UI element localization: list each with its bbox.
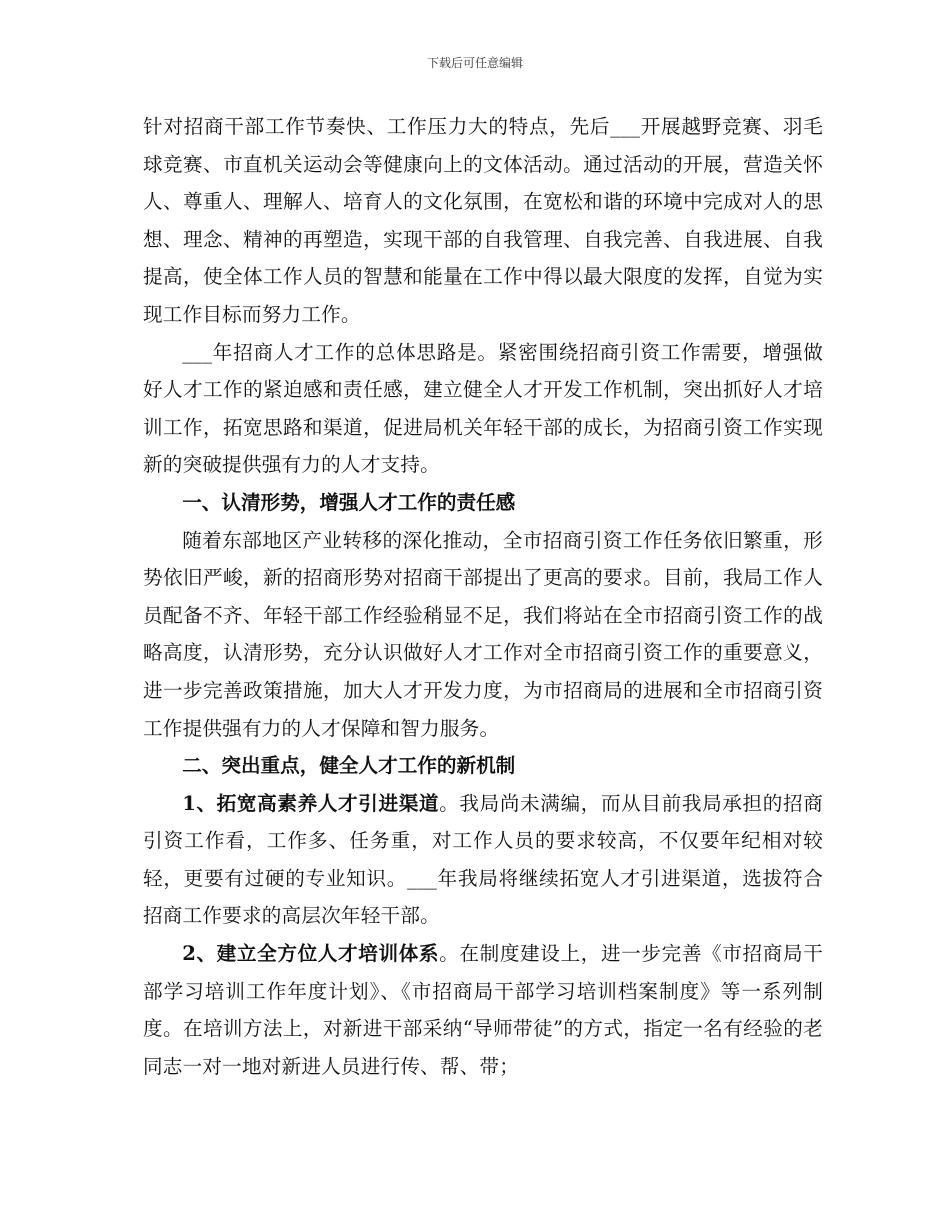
paragraph-body-training: 。在制度建设上，进一步完善《市招商局干部学习培训工作年度计划》、《市招商局干部学习培训档案制度》等一系列制度。在培训方法上，对新进干部采纳“导师带徒”的方式，指定一名有经验的老同志一对一地对新进人员进行传、帮、带； bbox=[143, 942, 823, 1078]
document-body bbox=[143, 108, 823, 1085]
paragraph-talent-recruitment bbox=[143, 785, 823, 935]
paragraph-situation: 随着东部地区产业转移的深化推动，全市招商引资工作任务依旧繁重，形势依旧严峻，新的招商形势对招商干部提出了更高的要求。目前，我局工作人员配备不齐、年轻干部工作经验稍显不足，我们将站在全市招商引资工作的战略高度，认清形势，充分认识做好人才工作对全市招商引资工作的重要意义，进一步完善政策措施，加大人才开发力度，为市招商局的进展和全市招商引资工作提供强有力的人才保障和智力服务。 bbox=[143, 528, 823, 740]
paragraph-lead-training: 2、建立全方位人才培训体系 bbox=[182, 942, 440, 966]
section-heading-2: 二、突出重点，健全人才工作的新机制 bbox=[182, 754, 516, 778]
section-heading-1: 一、认清形势，增强人才工作的责任感 bbox=[182, 490, 516, 514]
paragraph-lead-recruitment: 1、拓宽高素养人才引进渠道 bbox=[182, 791, 440, 815]
page-header: 下载后可任意编辑 bbox=[426, 56, 523, 70]
paragraph-training-system bbox=[143, 935, 823, 1085]
paragraph-culture-activities: 针对招商干部工作节奏快、工作压力大的特点，先后___开展越野竞赛、羽毛球竞赛、市直机关运动会等健康向上的文体活动。通过活动的开展，营造关怀人、尊重人、理解人、培育人的文化氛围，在宽松和谐的环境中完成对人的思想、理念、精神的再塑造，实现干部的自我管理、自我完善、自我进展、自我提高，使全体工作人员的智慧和能量在工作中得以最大限度的发挥，自觉为实现工作目标而努力工作。 bbox=[143, 115, 823, 326]
paragraph-overall-approach: ___年招商人才工作的总体思路是。紧密围绕招商引资工作需要，增强做好人才工作的紧迫感和责任感，建立健全人才开发工作机制，突出抓好人才培训工作，拓宽思路和渠道，促进局机关年轻干部的成长，为招商引资工作实现新的突破提供强有力的人才支持。 bbox=[143, 340, 823, 477]
paragraph-body-recruitment: 。我局尚未满编，而从目前我局承担的招商引资工作看，工作多、任务重，对工作人员的要求较高，不仅要年纪相对较轻，更要有过硬的专业知识。___年我局将继续拓宽人才引进渠道，选拔符合招商工作要求的高层次年轻干部。 bbox=[143, 791, 823, 928]
